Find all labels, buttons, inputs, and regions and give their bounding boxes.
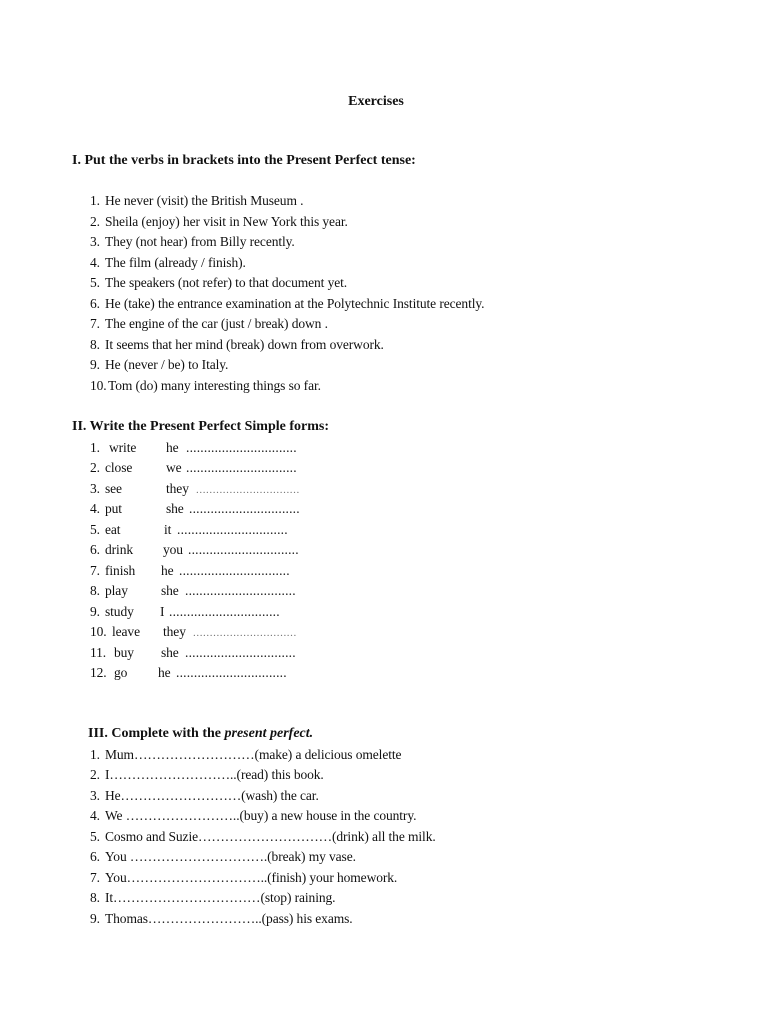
item-number: 8. bbox=[90, 583, 100, 598]
item-pronoun: we bbox=[166, 460, 182, 475]
item-verb: put bbox=[105, 501, 122, 516]
item-number: 10. bbox=[90, 378, 107, 393]
item-blank: ............................... bbox=[193, 627, 297, 639]
section-3-heading-emphasis: present perfect. bbox=[224, 726, 314, 741]
item-blank: ............................... bbox=[189, 501, 300, 516]
item-number: 3. bbox=[90, 481, 100, 496]
item-text: He (never / be) to Italy. bbox=[105, 357, 229, 372]
item-text: They (not hear) from Billy recently. bbox=[105, 234, 295, 249]
item-number: 5. bbox=[90, 275, 100, 290]
item-pronoun: they bbox=[163, 624, 186, 639]
item-number: 3. bbox=[90, 234, 100, 249]
item-verb: finish bbox=[105, 563, 136, 578]
item-verb: drink bbox=[105, 542, 133, 557]
item-pronoun: they bbox=[166, 481, 189, 496]
item-blank: ............................... bbox=[185, 645, 296, 660]
item-blank: ............................... bbox=[169, 604, 280, 619]
item-verb: study bbox=[105, 604, 134, 619]
item-text: Sheila (enjoy) her visit in New York this year. bbox=[105, 214, 348, 229]
section-3-heading-prefix: III. Complete with the bbox=[88, 726, 225, 741]
item-number: 6. bbox=[90, 296, 100, 311]
item-verb: close bbox=[105, 460, 133, 475]
item-text: The engine of the car (just / break) down . bbox=[105, 316, 328, 331]
item-number: 7. bbox=[90, 563, 100, 578]
item-pronoun: she bbox=[161, 583, 179, 598]
item-blank: ............................... bbox=[177, 522, 288, 537]
item-verb: go bbox=[114, 665, 128, 680]
item-text: He never (visit) the British Museum . bbox=[105, 193, 304, 208]
item-blank: ............................... bbox=[179, 563, 290, 578]
item-number: 10. bbox=[90, 624, 107, 639]
item-number: 3. bbox=[90, 788, 100, 803]
item-number: 11. bbox=[90, 645, 107, 660]
item-text: We ……………………..(buy) a new house in the country. bbox=[105, 808, 417, 823]
item-blank: ............................... bbox=[186, 440, 297, 455]
item-blank: ............................... bbox=[196, 484, 300, 496]
item-number: 4. bbox=[90, 255, 100, 270]
item-number: 1. bbox=[90, 440, 100, 455]
item-pronoun: he bbox=[161, 563, 174, 578]
item-verb: play bbox=[105, 583, 128, 598]
item-number: 9. bbox=[90, 604, 100, 619]
item-verb: leave bbox=[112, 624, 140, 639]
item-text: He………………………(wash) the car. bbox=[105, 788, 319, 803]
item-text: Mum………………………(make) a delicious omelette bbox=[105, 747, 402, 762]
item-pronoun: she bbox=[166, 501, 184, 516]
item-text: He (take) the entrance examination at the Polytechnic Institute recently. bbox=[105, 296, 485, 311]
item-number: 6. bbox=[90, 849, 100, 864]
item-text: It……………………………(stop) raining. bbox=[105, 890, 336, 905]
item-pronoun: she bbox=[161, 645, 179, 660]
item-pronoun: he bbox=[166, 440, 179, 455]
item-number: 9. bbox=[90, 911, 100, 926]
section-1-heading: I. Put the verbs in brackets into the Present Perfect tense: bbox=[72, 153, 416, 168]
item-text: The film (already / finish). bbox=[105, 255, 246, 270]
item-number: 6. bbox=[90, 542, 100, 557]
item-number: 8. bbox=[90, 337, 100, 352]
section-3-heading bbox=[88, 725, 313, 743]
item-number: 8. bbox=[90, 890, 100, 905]
item-number: 7. bbox=[90, 316, 100, 331]
section-2-heading: II. Write the Present Perfect Simple forms: bbox=[72, 419, 329, 434]
item-verb: buy bbox=[114, 645, 134, 660]
item-number: 2. bbox=[90, 214, 100, 229]
item-text: Thomas……………………..(pass) his exams. bbox=[105, 911, 353, 926]
item-text: It seems that her mind (break) down from overwork. bbox=[105, 337, 384, 352]
item-text: The speakers (not refer) to that document yet. bbox=[105, 275, 348, 290]
item-pronoun: it bbox=[164, 522, 172, 537]
item-number: 2. bbox=[90, 460, 100, 475]
item-verb: see bbox=[105, 481, 122, 496]
item-verb: eat bbox=[105, 522, 121, 537]
page-title: Exercises bbox=[348, 94, 404, 109]
item-number: 12. bbox=[90, 665, 107, 680]
item-text: Tom (do) many interesting things so far. bbox=[108, 378, 321, 393]
item-number: 2. bbox=[90, 767, 100, 782]
item-pronoun: I bbox=[160, 604, 165, 619]
item-text: I………………………..(read) this book. bbox=[105, 767, 324, 782]
item-number: 1. bbox=[90, 747, 100, 762]
item-number: 4. bbox=[90, 808, 100, 823]
item-pronoun: you bbox=[163, 542, 183, 557]
item-text: You ………………………….(break) my vase. bbox=[105, 849, 356, 864]
item-text: You…………………………..(finish) your homework. bbox=[105, 870, 398, 885]
item-number: 9. bbox=[90, 357, 100, 372]
item-number: 1. bbox=[90, 193, 100, 208]
item-number: 7. bbox=[90, 870, 100, 885]
item-text: Cosmo and Suzie…………………………(drink) all the milk. bbox=[105, 829, 436, 844]
item-verb: write bbox=[109, 440, 137, 455]
item-number: 5. bbox=[90, 522, 100, 537]
item-pronoun: he bbox=[158, 665, 171, 680]
item-blank: ............................... bbox=[176, 665, 287, 680]
item-blank: ............................... bbox=[186, 460, 297, 475]
item-blank: ............................... bbox=[188, 542, 299, 557]
item-blank: ............................... bbox=[185, 583, 296, 598]
item-number: 5. bbox=[90, 829, 100, 844]
item-number: 4. bbox=[90, 501, 100, 516]
